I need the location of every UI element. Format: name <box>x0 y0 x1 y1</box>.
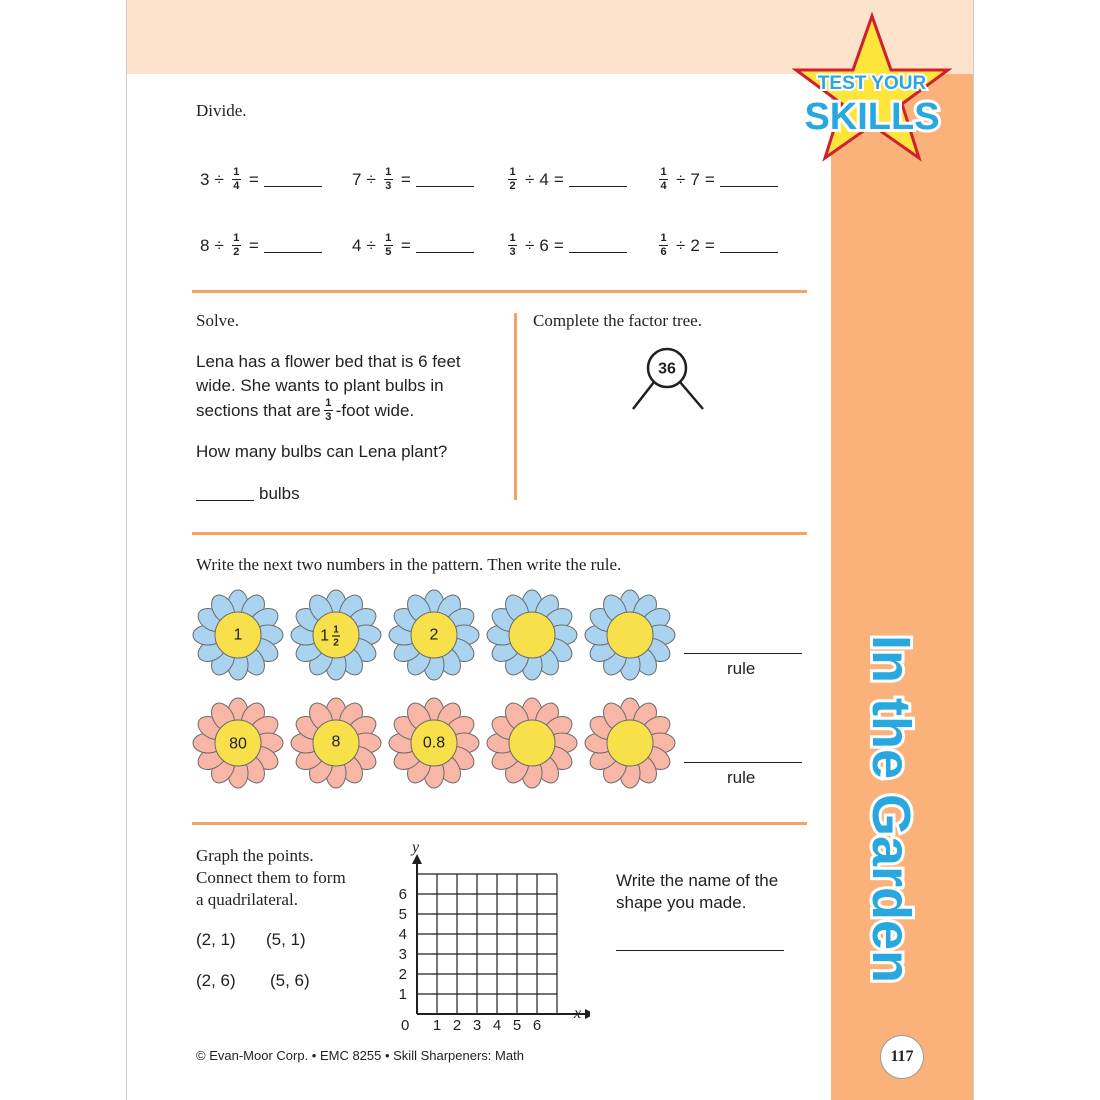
divide-sign: ÷ <box>366 169 376 189</box>
tick-labels <box>399 886 542 1034</box>
fraction-numerator: 1 <box>325 397 332 409</box>
y-tick-label: 2 <box>398 966 407 983</box>
problem-whole-number: 2 <box>690 235 700 255</box>
problem-numerator: 1 <box>660 232 667 244</box>
problem-whole-number: 6 <box>539 235 549 255</box>
flower-center <box>607 720 653 766</box>
flower-center <box>509 612 555 658</box>
bulbs-answer-blank[interactable] <box>196 500 254 501</box>
divider-3 <box>192 822 807 825</box>
flower-2-2-number: 8 <box>331 733 341 751</box>
y-tick-label: 1 <box>398 986 407 1003</box>
equals-sign: = <box>553 235 564 255</box>
factor-tree-instruction: Complete the factor tree. <box>533 311 702 330</box>
shape-question-line1: Write the name of the <box>616 871 779 890</box>
page-number: 117 <box>880 1035 924 1079</box>
rule-label-1: rule <box>727 659 756 678</box>
factor-tree-left-branch <box>633 382 654 409</box>
bulbs-answer <box>196 482 300 506</box>
pattern-instruction: Write the next two numbers in the pattern. Then write the rule. <box>196 555 622 574</box>
rule-blank-1[interactable] <box>684 653 802 654</box>
rule-label-2: rule <box>727 768 756 787</box>
division-problem-8 <box>656 233 778 258</box>
flower-2-1-number: 80 <box>229 735 247 753</box>
problem-denominator: 2 <box>509 180 516 193</box>
blue-flower-4 <box>487 590 577 680</box>
problem-numerator: 1 <box>509 166 516 178</box>
graph-instruction-line1: Graph the points. <box>196 846 314 865</box>
equals-sign: = <box>704 169 715 189</box>
division-problem-1 <box>200 167 322 192</box>
word-problem-line3-pre: sections that are <box>196 400 321 420</box>
flower-center <box>607 612 653 658</box>
problem-numerator: 1 <box>233 232 240 244</box>
divider-1 <box>192 290 807 293</box>
problem-whole-number: 8 <box>200 235 210 255</box>
flower-1-2-denominator: 2 <box>333 637 339 649</box>
flower-1-3-number: 2 <box>429 626 439 644</box>
vertical-divider <box>514 313 517 500</box>
problem-denominator: 3 <box>509 246 516 259</box>
word-problem-line3-post: -foot wide. <box>335 400 415 420</box>
y-tick-label: 5 <box>398 906 407 923</box>
problem-fraction <box>232 167 241 192</box>
side-title-text: In the Garden <box>861 635 921 984</box>
pink-flower-5 <box>585 698 675 788</box>
flower-pattern <box>190 585 690 795</box>
x-tick-label: 6 <box>532 1017 542 1034</box>
division-problem-3 <box>505 167 627 192</box>
flower-center <box>509 720 555 766</box>
problem-numerator: 1 <box>233 166 240 178</box>
point-4: (5, 6) <box>270 971 310 990</box>
y-tick-label: 6 <box>398 886 407 903</box>
fraction-denominator: 3 <box>325 411 332 424</box>
x-axis-label: x <box>574 1005 582 1022</box>
flower-2-3-number: 0.8 <box>422 734 446 752</box>
pink-flower-4 <box>487 698 577 788</box>
problem-fraction <box>384 167 393 192</box>
x-tick-label: 5 <box>512 1017 522 1034</box>
graph-instruction <box>196 845 346 911</box>
problem-whole-number: 3 <box>200 169 210 189</box>
problem-numerator: 1 <box>509 232 516 244</box>
divide-sign: ÷ <box>214 235 224 255</box>
flower-1-2-numerator: 1 <box>333 624 339 636</box>
problem-numerator: 1 <box>385 232 392 244</box>
divide-sign: ÷ <box>366 235 376 255</box>
side-title <box>845 630 925 1010</box>
divide-sign: ÷ <box>525 169 535 189</box>
problem-whole-number: 7 <box>352 169 362 189</box>
y-tick-label: 3 <box>398 946 407 963</box>
solve-instruction: Solve. <box>196 311 239 330</box>
shape-question <box>616 870 778 914</box>
divide-instruction: Divide. <box>196 101 247 120</box>
answer-blank[interactable] <box>720 186 778 187</box>
answer-blank[interactable] <box>569 186 627 187</box>
word-problem <box>196 350 496 423</box>
problem-denominator: 5 <box>385 246 392 259</box>
grid-lines <box>412 854 590 1019</box>
problem-whole-number: 4 <box>539 169 549 189</box>
equals-sign: = <box>248 235 259 255</box>
problem-fraction <box>232 233 241 258</box>
problem-numerator: 1 <box>385 166 392 178</box>
point-1: (2, 1) <box>196 930 236 949</box>
shape-question-line2: shape you made. <box>616 893 747 912</box>
answer-blank[interactable] <box>720 252 778 253</box>
footer-credit: © Evan-Moor Corp. • EMC 8255 • Skill Sharpeners: Math <box>196 1048 524 1063</box>
equals-sign: = <box>400 169 411 189</box>
divide-sign: ÷ <box>676 169 686 189</box>
badge-line1: TEST YOUR <box>817 73 927 94</box>
problem-denominator: 6 <box>660 246 667 259</box>
divide-sign: ÷ <box>214 169 224 189</box>
division-problem-2 <box>352 167 474 192</box>
answer-blank[interactable] <box>264 252 322 253</box>
graph-instruction-line3: a quadrilateral. <box>196 890 298 909</box>
word-problem-line2: wide. She wants to plant bulbs in <box>196 376 444 395</box>
problem-denominator: 3 <box>385 180 392 193</box>
x-tick-label: 4 <box>492 1017 502 1034</box>
answer-blank[interactable] <box>416 252 474 253</box>
rule-blank-2[interactable] <box>684 762 802 763</box>
factor-tree <box>625 345 715 415</box>
equals-sign: = <box>553 169 564 189</box>
problem-fraction <box>659 233 668 258</box>
answer-blank[interactable] <box>569 252 627 253</box>
word-problem-question: How many bulbs can Lena plant? <box>196 442 448 461</box>
answer-blank[interactable] <box>264 186 322 187</box>
problem-fraction <box>659 167 668 192</box>
x-axis-arrow-icon <box>585 1009 590 1019</box>
blue-flower-5 <box>585 590 675 680</box>
division-problem-4 <box>656 167 778 192</box>
divide-sign: ÷ <box>525 235 535 255</box>
flower-1-1-number: 1 <box>233 626 243 644</box>
origin-label: 0 <box>401 1017 410 1034</box>
factor-tree-root: 36 <box>658 360 676 378</box>
answer-blank[interactable] <box>416 186 474 187</box>
equals-sign: = <box>248 169 259 189</box>
shape-answer-blank[interactable] <box>616 950 784 951</box>
problem-whole-number: 7 <box>690 169 700 189</box>
equals-sign: = <box>400 235 411 255</box>
factor-tree-right-branch <box>680 382 703 409</box>
division-problem-6 <box>352 233 474 258</box>
badge-line2: SKILLS <box>804 96 940 138</box>
coordinate-grid <box>390 838 590 1038</box>
x-tick-label: 2 <box>452 1017 462 1034</box>
point-2: (5, 1) <box>266 930 306 949</box>
division-problem-7 <box>505 233 627 258</box>
top-band <box>127 0 831 74</box>
problem-whole-number: 4 <box>352 235 362 255</box>
star-badge-icon <box>792 12 952 162</box>
word-problem-line1: Lena has a flower bed that is 6 feet <box>196 352 461 371</box>
word-problem-line3 <box>196 398 496 423</box>
flower-1-2-whole: 1 <box>320 627 329 645</box>
problem-fraction <box>508 233 517 258</box>
problem-numerator: 1 <box>660 166 667 178</box>
y-tick-label: 4 <box>398 926 407 943</box>
problem-fraction <box>508 167 517 192</box>
equals-sign: = <box>704 235 715 255</box>
word-problem-fraction <box>324 398 333 423</box>
division-problem-5 <box>200 233 322 258</box>
divide-sign: ÷ <box>676 235 686 255</box>
problem-denominator: 4 <box>233 180 240 193</box>
problem-fraction <box>384 233 393 258</box>
problem-denominator: 4 <box>660 180 667 193</box>
divider-2 <box>192 532 807 535</box>
x-tick-label: 3 <box>472 1017 482 1034</box>
y-axis-label: y <box>412 839 420 856</box>
bulbs-label: bulbs <box>259 484 300 503</box>
point-3: (2, 6) <box>196 971 236 990</box>
x-tick-label: 1 <box>432 1017 442 1034</box>
graph-instruction-line2: Connect them to form <box>196 868 346 887</box>
problem-denominator: 2 <box>233 246 240 259</box>
